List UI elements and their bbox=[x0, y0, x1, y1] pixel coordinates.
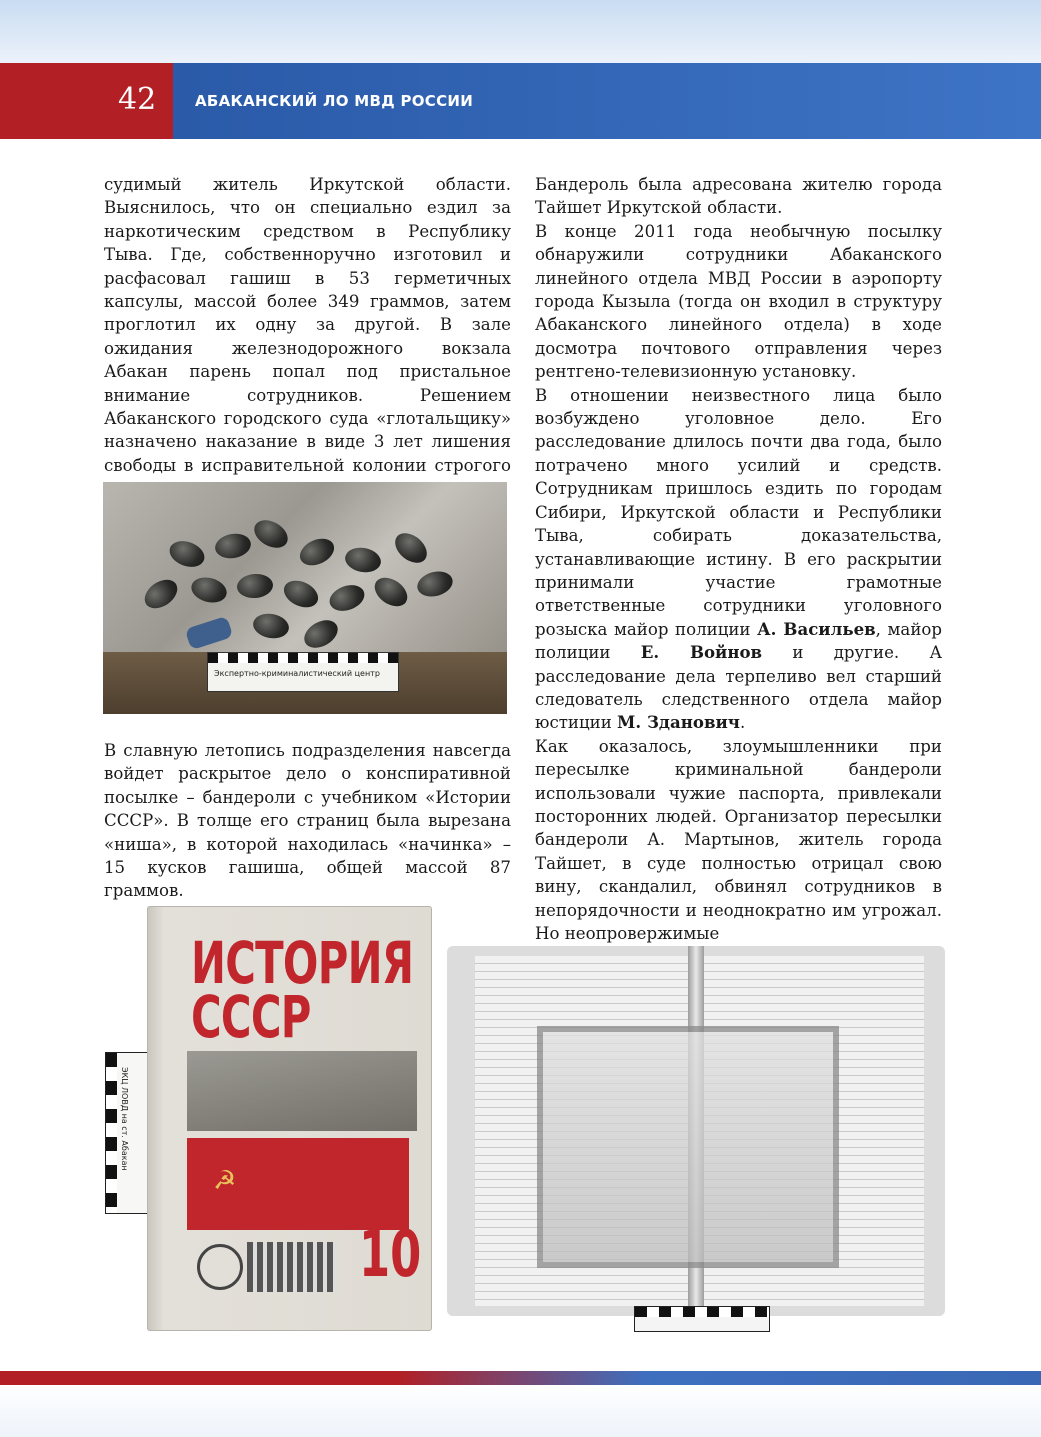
ruler-ticks bbox=[208, 653, 398, 663]
capsules-photo bbox=[103, 482, 507, 714]
paragraph: В конце 2011 года необычную посылку обнаружили сотрудники Абаканского линейного отдела МВД России в аэропорту города Кызыла (тогда он входил в структуру Абаканского линейного отдела) в ходе досмотра почтового отправления через рентгено-телевизионную установку. bbox=[535, 221, 942, 382]
capsule bbox=[415, 568, 456, 600]
paragraph: В славную летопись подразделения навсегда войдет раскрытое дело о конспиративной посылке – бандероли с учебником «Истории СССР». В толще его страниц была вырезана «ниша», в которой находилась «начинка» – 15 кусков гашиша, общей массой 87 граммов. bbox=[104, 741, 511, 901]
page-number: 42 bbox=[118, 82, 157, 117]
text-run: . bbox=[739, 713, 746, 733]
ruler-ticks bbox=[635, 1307, 769, 1317]
factory-illustration bbox=[247, 1242, 337, 1292]
text-run: , майор полиции bbox=[535, 619, 942, 663]
capsule bbox=[189, 574, 230, 606]
capsule bbox=[213, 531, 253, 561]
vertical-scale-ruler bbox=[105, 1052, 149, 1214]
cover-illustration bbox=[187, 1051, 417, 1131]
text-run: В отношении неизвестного лица было возбуждено уголовное дело. Его расследование длилось почти два года, было потрачено много усилий и средств. Сотрудникам пришлось ездить по городам Сибири, Иркутской области и Республики Тыва, собирать доказательства, устанавливающие истину. В его раскрытии принимали участие грамотные ответственные сотрудники уголовного розыска майор полиции bbox=[535, 385, 942, 639]
textbook-cover-photo bbox=[147, 906, 432, 1331]
officer-name: М. Зданович bbox=[617, 712, 740, 733]
ruler-ticks bbox=[106, 1053, 117, 1213]
footer-stripe bbox=[0, 1371, 1041, 1385]
forensic-ruler bbox=[207, 652, 399, 692]
cover-title-line: СССР bbox=[191, 983, 311, 1051]
ruler-label: ЭКЦ ЛОВД на ст. Абакан bbox=[120, 1067, 129, 1171]
column-left-top-text bbox=[104, 173, 511, 501]
footer-band bbox=[0, 1385, 1041, 1437]
capsule bbox=[166, 537, 208, 572]
capsule bbox=[296, 534, 339, 571]
officer-name: А. Васильев bbox=[757, 618, 876, 639]
paragraph: Как оказалось, злоумышленники при пересылке криминальной бандероли использовали чужие паспорта, привлекали посторонних людей. Организатор пересылки бандероли А. Мартынов, житель города Тайшет, в суде полностью отрицал свою вину, скандалил, обвинял сотрудников в непорядочности и неоднократно им угрожал. Но неопровержимые bbox=[535, 736, 942, 943]
capsule bbox=[326, 581, 368, 616]
paragraph bbox=[535, 384, 942, 735]
atom-icon bbox=[197, 1244, 243, 1290]
capsule bbox=[299, 615, 342, 654]
soviet-flag bbox=[187, 1138, 409, 1230]
ruler-label: Экспертно-криминалистический центр bbox=[214, 669, 380, 678]
capsule bbox=[139, 574, 182, 614]
cover-grade-number: 10 bbox=[359, 1218, 422, 1292]
capsule bbox=[369, 572, 412, 612]
hammer-sickle-icon: ☭ bbox=[213, 1166, 237, 1196]
horizontal-scale-ruler bbox=[634, 1306, 770, 1332]
paragraph: судимый житель Иркутской области. Выяснилось, что он специально ездил за наркотическим средством в Республику Тыва. Где, собственноручно изготовил и расфасовал гашиш в 53 герметичных капсулы, массой более 349 граммов, затем проглотил их одну за другой. В зале ожидания железнодорожного вокзала Абакан парень попал под пристальное внимание сотрудников. Решением Абаканского городского суда «глотальщику» назначено наказание в виде 3 лет лишения свободы в исправительной колонии строгого bbox=[104, 175, 511, 475]
officer-name: Е. Войнов bbox=[640, 642, 763, 663]
text-run: и другие. А расследование дела терпеливо вел старший следователь следственного отдела майор юстиции bbox=[535, 643, 943, 733]
capsule bbox=[389, 527, 432, 569]
capsule bbox=[280, 576, 323, 613]
cover-title bbox=[191, 929, 414, 1051]
capsule bbox=[236, 572, 274, 599]
header-title: АБАКАНСКИЙ ЛО МВД РОССИИ bbox=[195, 92, 474, 110]
capsule bbox=[343, 545, 383, 575]
cover-title-line: ИСТОРИЯ bbox=[191, 929, 414, 997]
page-header bbox=[0, 63, 1041, 139]
column-right-text bbox=[535, 173, 942, 945]
capsule bbox=[249, 515, 292, 554]
column-left-bottom-text bbox=[104, 739, 511, 903]
open-book-photo bbox=[447, 946, 945, 1316]
cut-out-niche bbox=[537, 1026, 839, 1268]
paragraph: Бандероль была адресована жителю города Тайшет Иркутской области. bbox=[535, 175, 942, 218]
blue-pill bbox=[185, 616, 234, 651]
capsule bbox=[251, 611, 291, 641]
